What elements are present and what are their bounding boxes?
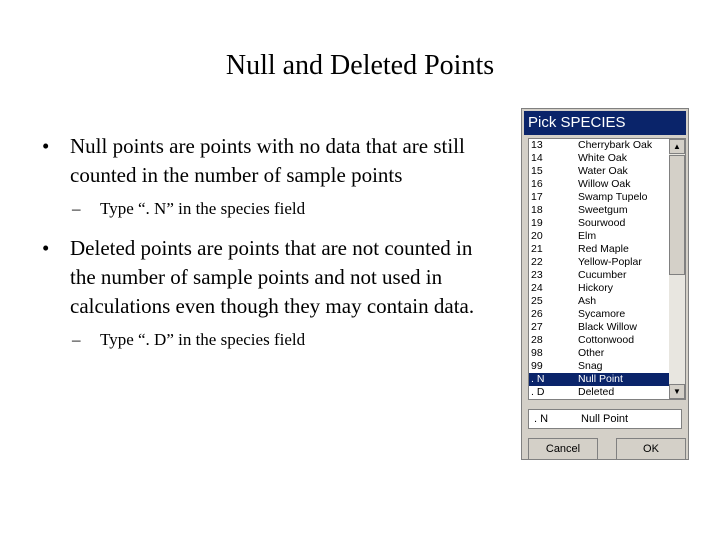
species-code: 25 <box>531 295 543 307</box>
vertical-scrollbar[interactable] <box>669 139 685 399</box>
bullet-item <box>40 234 490 321</box>
species-name: Willow Oak <box>578 178 631 190</box>
bullet-glyph: • <box>42 236 50 260</box>
bullet-text: Null points are points with no data that are still counted in the number of sample points <box>70 134 465 187</box>
species-list-item[interactable] <box>529 373 685 386</box>
species-code: 17 <box>531 191 543 203</box>
species-name: Deleted <box>578 386 615 398</box>
species-name: Cucumber <box>578 269 627 281</box>
species-list-item[interactable] <box>529 386 685 399</box>
species-name: Cherrybark Oak <box>578 139 653 151</box>
species-list-item[interactable] <box>529 165 685 178</box>
species-name: Red Maple <box>578 243 629 255</box>
species-code: 28 <box>531 334 543 346</box>
species-name: Black Willow <box>578 321 637 333</box>
species-name: Yellow-Poplar <box>578 256 642 268</box>
scroll-thumb[interactable] <box>669 155 685 275</box>
species-name: Sourwood <box>578 217 626 229</box>
bullet-glyph: • <box>42 134 50 158</box>
species-code: . N <box>531 373 545 385</box>
bullet-list <box>40 132 490 351</box>
species-listbox[interactable] <box>528 138 686 400</box>
bullet-item <box>40 132 490 190</box>
species-list-item[interactable] <box>529 321 685 334</box>
species-name: Sweetgum <box>578 204 628 216</box>
species-list-item[interactable] <box>529 139 685 152</box>
slide-title: Null and Deleted Points <box>225 50 495 81</box>
species-name: Ash <box>578 295 597 307</box>
species-code: 19 <box>531 217 543 229</box>
species-list-item[interactable] <box>529 152 685 165</box>
species-rows <box>529 139 685 399</box>
species-list-item[interactable] <box>529 217 685 230</box>
sub-bullet-item <box>40 329 490 351</box>
sub-bullet-text: Type “. D” in the species field <box>100 330 306 349</box>
species-code: 15 <box>531 165 543 177</box>
dialog-title: Pick SPECIES <box>524 111 686 135</box>
species-list-item[interactable] <box>529 178 685 191</box>
species-code: 20 <box>531 230 543 242</box>
species-list-item[interactable] <box>529 334 685 347</box>
species-code: 24 <box>531 282 543 294</box>
species-name: Hickory <box>578 282 614 294</box>
species-list-item[interactable] <box>529 347 685 360</box>
species-list-item[interactable] <box>529 282 685 295</box>
sub-bullet-item <box>40 198 490 220</box>
scroll-up-arrow-icon[interactable]: ▲ <box>669 139 685 154</box>
species-code: . D <box>531 386 545 398</box>
species-code: 26 <box>531 308 543 320</box>
species-list-item[interactable] <box>529 256 685 269</box>
species-name: Other <box>578 347 605 359</box>
species-list-item[interactable] <box>529 269 685 282</box>
species-code: 18 <box>531 204 543 216</box>
species-code: 27 <box>531 321 543 333</box>
species-name: Water Oak <box>578 165 628 177</box>
species-name: Sycamore <box>578 308 626 320</box>
scroll-down-arrow-icon[interactable]: ▼ <box>669 384 685 399</box>
species-selection-field[interactable] <box>528 409 682 429</box>
cancel-button[interactable]: Cancel <box>528 438 598 460</box>
selection-name: Null Point <box>581 413 629 425</box>
species-list-item[interactable] <box>529 243 685 256</box>
selection-code: . N <box>534 413 549 425</box>
species-name: Snag <box>578 360 603 372</box>
species-code: 16 <box>531 178 543 190</box>
species-code: 98 <box>531 347 543 359</box>
species-list-item[interactable] <box>529 308 685 321</box>
sub-bullet-text: Type “. N” in the species field <box>100 199 306 218</box>
species-code: 13 <box>531 139 543 151</box>
species-list-item[interactable] <box>529 204 685 217</box>
species-name: Elm <box>578 230 597 242</box>
species-list-item[interactable] <box>529 360 685 373</box>
species-list-item[interactable] <box>529 191 685 204</box>
ok-button[interactable]: OK <box>616 438 686 460</box>
species-name: Null Point <box>578 373 623 385</box>
species-name: White Oak <box>578 152 628 164</box>
species-list-item[interactable] <box>529 295 685 308</box>
species-name: Cottonwood <box>578 334 635 346</box>
species-code: 23 <box>531 269 543 281</box>
species-list-item[interactable] <box>529 230 685 243</box>
bullet-text: Deleted points are points that are not counted in the number of sample points and not used in calculations even though they may contain data. <box>70 236 475 318</box>
sub-bullet-glyph: – <box>72 199 81 218</box>
species-code: 21 <box>531 243 543 255</box>
pick-species-dialog <box>521 108 689 460</box>
species-code: 22 <box>531 256 543 268</box>
sub-bullet-glyph: – <box>72 330 81 349</box>
species-code: 14 <box>531 152 543 164</box>
species-code: 99 <box>531 360 543 372</box>
species-name: Swamp Tupelo <box>578 191 648 203</box>
